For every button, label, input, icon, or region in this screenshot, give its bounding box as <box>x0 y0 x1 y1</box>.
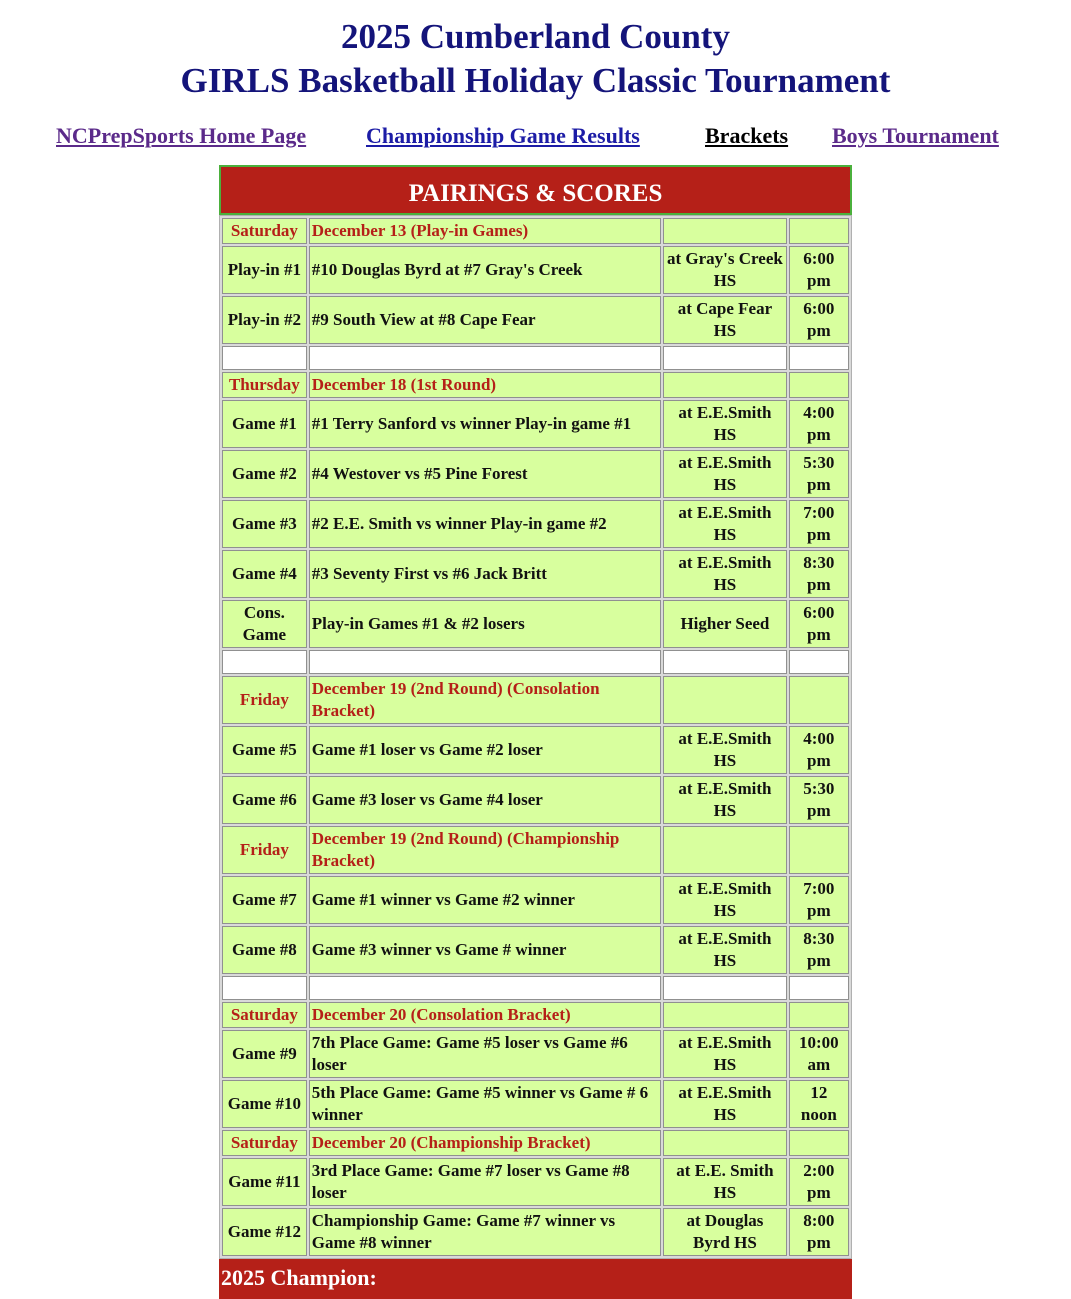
game-row <box>222 500 849 548</box>
page-title <box>0 15 1071 103</box>
location: at E.E.Smith HS <box>663 1080 787 1128</box>
day-date: December 20 (Consolation Bracket) <box>309 1002 661 1028</box>
game-label: Game #2 <box>222 450 307 498</box>
location: at Douglas Byrd HS <box>663 1208 787 1256</box>
game-row <box>222 1208 849 1256</box>
brackets-link[interactable]: Brackets <box>705 123 789 148</box>
spacer-cell <box>663 976 787 1000</box>
spacer-cell <box>309 650 661 674</box>
day-blank <box>663 372 787 398</box>
day-blank <box>789 1002 849 1028</box>
day-date: December 19 (2nd Round) (Consolation Bracket) <box>309 676 661 724</box>
game-time: 4:00 pm <box>789 726 849 774</box>
day-date: December 18 (1st Round) <box>309 372 661 398</box>
day-blank <box>663 1002 787 1028</box>
spacer-cell <box>309 976 661 1000</box>
game-label: Game #10 <box>222 1080 307 1128</box>
game-row <box>222 246 849 294</box>
game-time: 8:30 pm <box>789 926 849 974</box>
nav-links <box>0 117 1071 157</box>
game-label: Game #1 <box>222 400 307 448</box>
spacer-cell <box>789 346 849 370</box>
location: at E.E.Smith HS <box>663 450 787 498</box>
game-label: Play-in #1 <box>222 246 307 294</box>
location: at E.E.Smith HS <box>663 500 787 548</box>
game-time: 6:00 pm <box>789 600 849 648</box>
day-blank <box>663 826 787 874</box>
day-header-row <box>222 1130 849 1156</box>
champion-banner: 2025 Champion: <box>219 1259 852 1299</box>
game-row <box>222 400 849 448</box>
pairings-rows <box>222 218 849 1256</box>
day-name: Friday <box>222 676 307 724</box>
spacer-cell <box>222 346 307 370</box>
spacer-cell <box>663 346 787 370</box>
game-row <box>222 726 849 774</box>
game-row <box>222 296 849 344</box>
matchup: #2 E.E. Smith vs winner Play-in game #2 <box>309 500 661 548</box>
game-row <box>222 1158 849 1206</box>
game-row <box>222 1030 849 1078</box>
day-date: December 19 (2nd Round) (Championship Bracket) <box>309 826 661 874</box>
spacer-cell <box>789 650 849 674</box>
day-header-row <box>222 826 849 874</box>
game-label: Game #3 <box>222 500 307 548</box>
game-row <box>222 926 849 974</box>
day-header-row <box>222 218 849 244</box>
game-row <box>222 776 849 824</box>
game-time: 5:30 pm <box>789 450 849 498</box>
game-row <box>222 876 849 924</box>
game-label: Game #6 <box>222 776 307 824</box>
matchup: Game #1 winner vs Game #2 winner <box>309 876 661 924</box>
game-time: 4:00 pm <box>789 400 849 448</box>
day-name: Saturday <box>222 1130 307 1156</box>
game-label: Game #12 <box>222 1208 307 1256</box>
game-time: 8:00 pm <box>789 1208 849 1256</box>
matchup: Championship Game: Game #7 winner vs Game #8 winner <box>309 1208 661 1256</box>
day-blank <box>789 826 849 874</box>
matchup: Game #3 loser vs Game #4 loser <box>309 776 661 824</box>
spacer-cell <box>309 346 661 370</box>
game-label: Game #11 <box>222 1158 307 1206</box>
location: at E.E.Smith HS <box>663 876 787 924</box>
game-time: 7:00 pm <box>789 876 849 924</box>
location: at E.E. Smith HS <box>663 1158 787 1206</box>
day-blank <box>789 676 849 724</box>
game-time: 10:00 am <box>789 1030 849 1078</box>
day-name: Friday <box>222 826 307 874</box>
day-date: December 20 (Championship Bracket) <box>309 1130 661 1156</box>
location: at E.E.Smith HS <box>663 550 787 598</box>
day-header-row <box>222 372 849 398</box>
pairings-table-container <box>219 165 852 1299</box>
pairings-table <box>219 215 852 1259</box>
spacer-row <box>222 650 849 674</box>
game-time: 2:00 pm <box>789 1158 849 1206</box>
home-page-link[interactable]: NCPrepSports Home Page <box>56 123 307 148</box>
matchup: #4 Westover vs #5 Pine Forest <box>309 450 661 498</box>
game-row <box>222 450 849 498</box>
day-name: Saturday <box>222 218 307 244</box>
matchup: Game #1 loser vs Game #2 loser <box>309 726 661 774</box>
game-label: Cons. Game <box>222 600 307 648</box>
spacer-cell <box>222 650 307 674</box>
day-name: Thursday <box>222 372 307 398</box>
game-time: 8:30 pm <box>789 550 849 598</box>
day-blank <box>789 1130 849 1156</box>
location: at Gray's Creek HS <box>663 246 787 294</box>
location: at E.E.Smith HS <box>663 926 787 974</box>
day-header-row <box>222 1002 849 1028</box>
day-blank <box>663 1130 787 1156</box>
game-label: Game #4 <box>222 550 307 598</box>
spacer-cell <box>222 976 307 1000</box>
location: Higher Seed <box>663 600 787 648</box>
game-time: 7:00 pm <box>789 500 849 548</box>
day-name: Saturday <box>222 1002 307 1028</box>
game-time: 6:00 pm <box>789 246 849 294</box>
day-header-row <box>222 676 849 724</box>
location: at Cape Fear HS <box>663 296 787 344</box>
spacer-cell <box>663 650 787 674</box>
day-blank <box>789 372 849 398</box>
game-time: 5:30 pm <box>789 776 849 824</box>
location: at E.E.Smith HS <box>663 1030 787 1078</box>
matchup: #9 South View at #8 Cape Fear <box>309 296 661 344</box>
pairings-header: PAIRINGS & SCORES <box>219 165 852 215</box>
game-label: Game #9 <box>222 1030 307 1078</box>
game-label: Game #5 <box>222 726 307 774</box>
title-line-1: 2025 Cumberland County <box>341 17 730 56</box>
matchup: 3rd Place Game: Game #7 loser vs Game #8 loser <box>309 1158 661 1206</box>
game-time: 12 noon <box>789 1080 849 1128</box>
matchup: 5th Place Game: Game #5 winner vs Game # 6 winner <box>309 1080 661 1128</box>
day-blank <box>663 676 787 724</box>
matchup: Game #3 winner vs Game # winner <box>309 926 661 974</box>
game-label: Game #7 <box>222 876 307 924</box>
day-blank <box>663 218 787 244</box>
game-row <box>222 550 849 598</box>
title-line-2: GIRLS Basketball Holiday Classic Tournament <box>180 61 891 100</box>
day-date: December 13 (Play-in Games) <box>309 218 661 244</box>
game-time: 6:00 pm <box>789 296 849 344</box>
location: at E.E.Smith HS <box>663 776 787 824</box>
matchup: #1 Terry Sanford vs winner Play-in game #1 <box>309 400 661 448</box>
spacer-row <box>222 976 849 1000</box>
game-row <box>222 600 849 648</box>
game-label: Game #8 <box>222 926 307 974</box>
spacer-row <box>222 346 849 370</box>
boys-tournament-link[interactable]: Boys Tournament <box>832 123 999 148</box>
championship-results-link[interactable]: Championship Game Results <box>366 123 640 148</box>
matchup: #10 Douglas Byrd at #7 Gray's Creek <box>309 246 661 294</box>
matchup: #3 Seventy First vs #6 Jack Britt <box>309 550 661 598</box>
matchup: 7th Place Game: Game #5 loser vs Game #6 loser <box>309 1030 661 1078</box>
spacer-cell <box>789 976 849 1000</box>
day-blank <box>789 218 849 244</box>
matchup: Play-in Games #1 & #2 losers <box>309 600 661 648</box>
game-row <box>222 1080 849 1128</box>
game-label: Play-in #2 <box>222 296 307 344</box>
location: at E.E.Smith HS <box>663 726 787 774</box>
location: at E.E.Smith HS <box>663 400 787 448</box>
